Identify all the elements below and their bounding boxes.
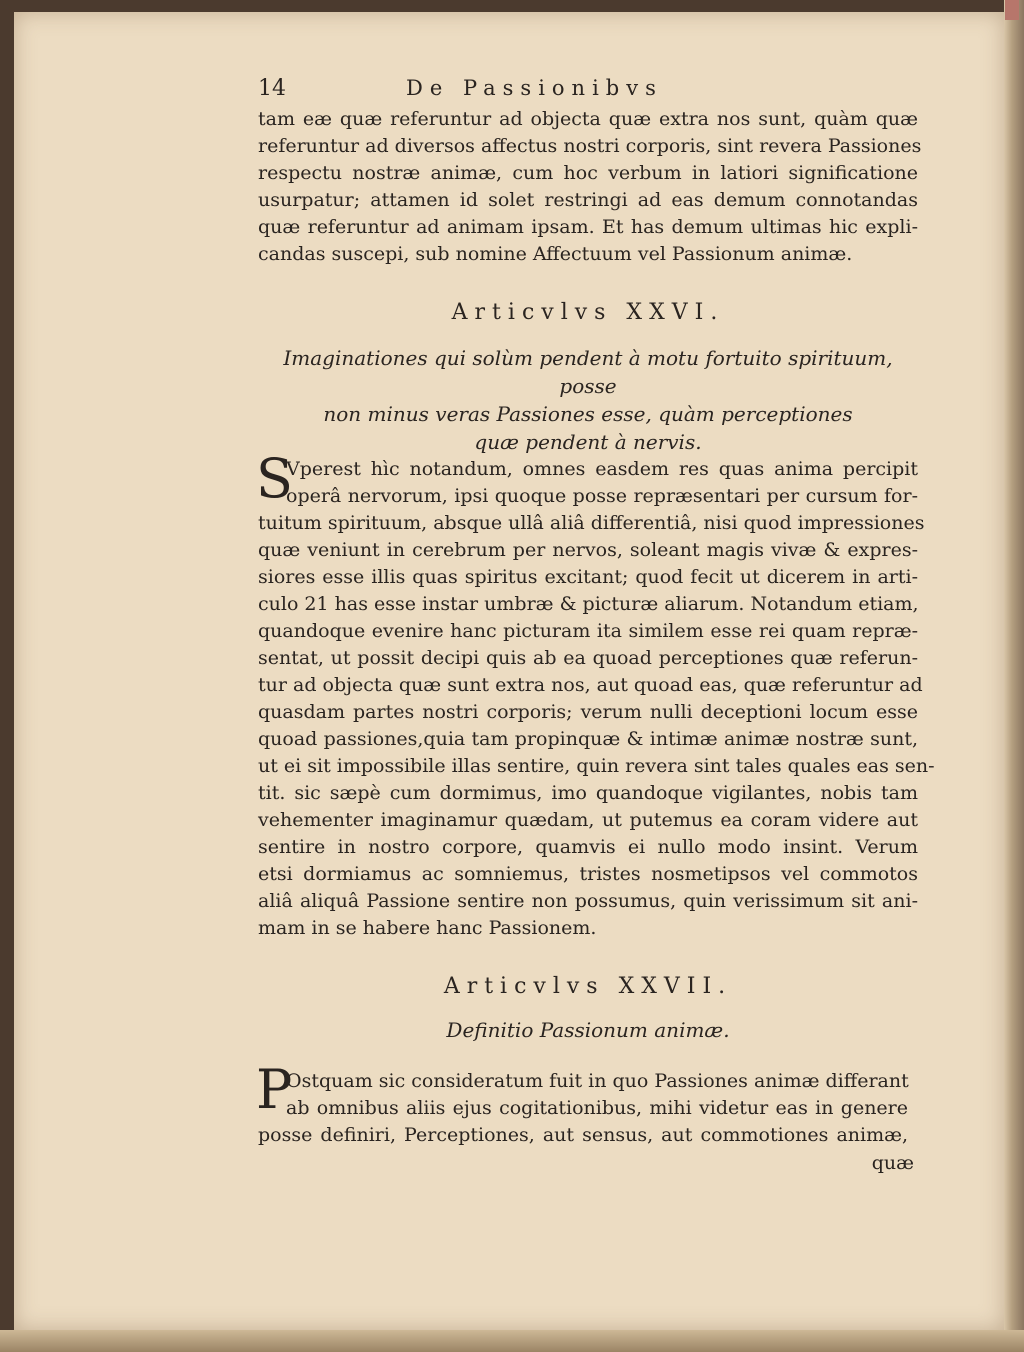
text-line: ut ei sit impossibile illas sentire, quin revera sint tales quales eas sen- (258, 755, 935, 777)
text-line: culo 21 has esse instar umbræ & picturæ aliarum. Notandum etiam, (258, 593, 919, 615)
text-line: aliâ aliquâ Passione sentire non possumus, quin verissimum sit ani- (258, 890, 918, 912)
text-line: quæ veniunt in cerebrum per nervos, soleant magis vivæ & expres- (258, 539, 918, 561)
article-heading: Articvlvs XXVI. (451, 300, 725, 325)
article-body (258, 456, 935, 942)
text-line: respectu nostræ animæ, cum hoc verbum in latiori significatione (258, 162, 918, 184)
page-edge-right (1004, 0, 1024, 1352)
title-line: quæ pendent à nervis. (474, 430, 702, 454)
text-line: usurpatur; attamen id solet restringi ad eas demum connotandas (258, 189, 918, 211)
catchword: quæ (871, 1152, 914, 1174)
color-marker (1005, 0, 1019, 20)
text-line: Ostquam sic consideratum fuit in quo Passiones animæ differant (286, 1070, 909, 1092)
drop-cap: S (256, 447, 293, 510)
text-line: quandoque evenire hanc picturam ita similem esse rei quam repræ- (258, 620, 918, 642)
article-title: Definitio Passionum animæ. (446, 1018, 730, 1042)
text-line: operâ nervorum, ipsi quoque posse repræsentari per cursum for- (286, 485, 918, 507)
text-line: referuntur ad diversos affectus nostri corporis, sint revera Passiones (258, 135, 922, 157)
text-line: posse definiri, Perceptiones, aut sensus, aut commotiones animæ, (258, 1124, 908, 1146)
text-line: tam eæ quæ referuntur ad objecta quæ extra nos sunt, quàm quæ (258, 108, 918, 130)
text-line: vehementer imaginamur quædam, ut putemus ea coram videre aut (258, 809, 918, 831)
article-title (258, 344, 918, 456)
running-header (258, 76, 818, 106)
text-line: tuitum spirituum, absque ullâ aliâ differentiâ, nisi quod impressiones (258, 512, 925, 534)
page-edge-bottom (0, 1330, 1024, 1352)
text-line: tit. sic sæpè cum dormimus, imo quandoque vigilantes, nobis tam (258, 782, 918, 804)
text-line: Vperest hìc notandum, omnes easdem res quas anima percipit (286, 458, 918, 480)
text-line: mam in se habere hanc Passionem. (258, 917, 597, 939)
running-title: De Passionibvs (406, 76, 663, 100)
text-line: ab omnibus aliis ejus cogitationibus, mihi videtur eas in genere (286, 1097, 908, 1119)
text-line: sentire in nostro corpore, quamvis ei nullo modo insint. Verum (258, 836, 918, 858)
article-heading: Articvlvs XXVII. (443, 974, 733, 999)
title-line: non minus veras Passiones esse, quàm perceptiones (323, 402, 853, 426)
article-body (258, 1068, 918, 1149)
text-line: etsi dormiamus ac somniemus, tristes nosmetipsos vel commotos (258, 863, 918, 885)
text-line: candas suscepi, sub nomine Affectuum vel Passionum animæ. (258, 243, 853, 265)
text-line: sentat, ut possit decipi quis ab ea quoad perceptiones quæ referun- (258, 647, 918, 669)
intro-paragraph (258, 106, 922, 268)
text-line: quasdam partes nostri corporis; verum nulli deceptioni locum esse (258, 701, 918, 723)
page-number: 14 (258, 76, 286, 101)
title-line: Imaginationes qui solùm pendent à motu fortuito spirituum, posse (283, 346, 893, 398)
text-line: siores esse illis quas spiritus excitant; quod fecit ut dicerem in arti- (258, 566, 918, 588)
text-line: quoad passiones,quia tam propinquæ & intimæ animæ nostræ sunt, (258, 728, 918, 750)
drop-cap: P (256, 1058, 293, 1121)
text-line: quæ referuntur ad animam ipsam. Et has demum ultimas hic expli- (258, 216, 918, 238)
text-line: tur ad objecta quæ sunt extra nos, aut quoad eas, quæ referuntur ad (258, 674, 923, 696)
